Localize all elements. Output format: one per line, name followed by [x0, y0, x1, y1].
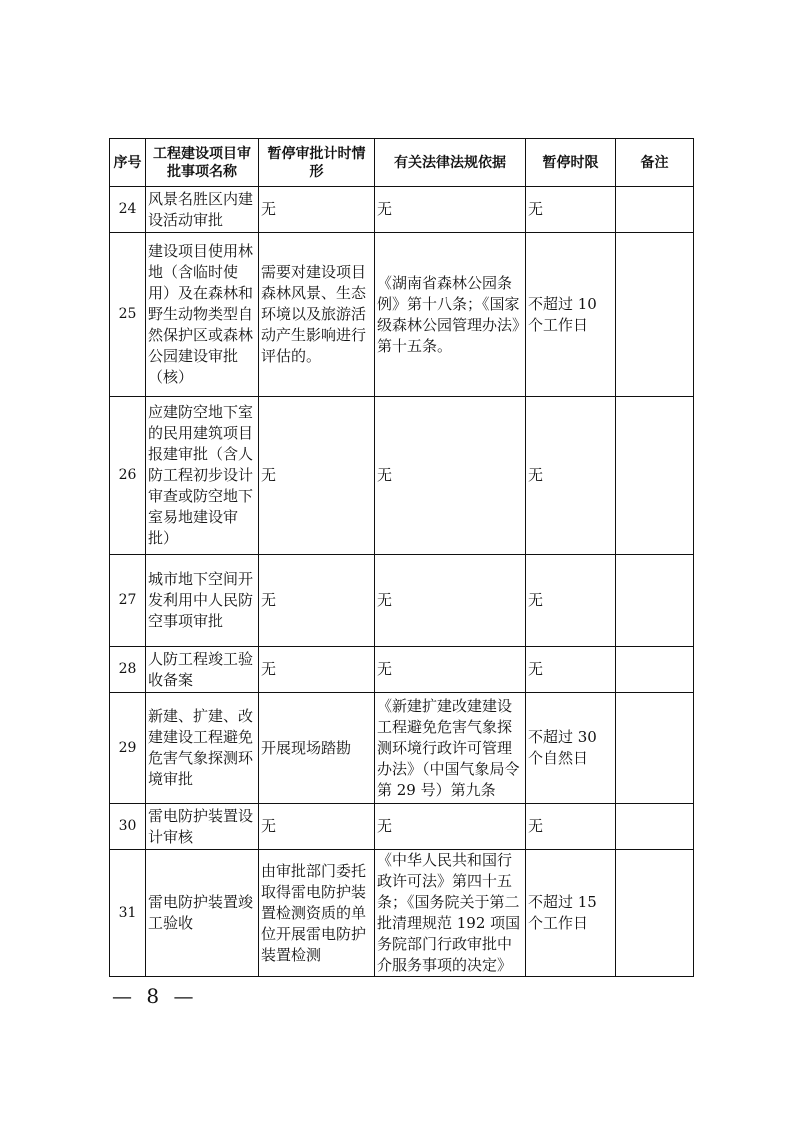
item-name: 城市地下空间开发利用中人民防空事项审批	[146, 555, 259, 647]
remark	[616, 555, 694, 647]
row-number: 31	[110, 850, 146, 977]
table-row	[110, 804, 694, 850]
approval-table	[109, 138, 694, 977]
header-cell-suspension-situation: 暂停审批计时情形	[259, 139, 375, 187]
row-number: 24	[110, 187, 146, 233]
suspension-situation: 需要对建设项目森林风景、生态环境以及旅游活动产生影响进行评估的。	[259, 233, 375, 397]
legal-basis: 无	[375, 397, 526, 555]
item-name: 雷电防护装置竣工验收	[146, 850, 259, 977]
table-header-row	[110, 139, 694, 187]
header-cell-no: 序号	[110, 139, 146, 187]
suspension-situation: 无	[259, 647, 375, 693]
table-row	[110, 850, 694, 977]
item-name: 新建、扩建、改建建设工程避免危害气象探测环境审批	[146, 693, 259, 804]
page-number: — 8 —	[112, 984, 198, 1008]
item-name: 雷电防护装置设计审核	[146, 804, 259, 850]
suspension-limit: 无	[526, 397, 616, 555]
row-number: 26	[110, 397, 146, 555]
table-row	[110, 233, 694, 397]
header-cell-item-name: 工程建设项目审批事项名称	[146, 139, 259, 187]
table-row	[110, 187, 694, 233]
remark	[616, 397, 694, 555]
table-row	[110, 397, 694, 555]
remark	[616, 233, 694, 397]
row-number: 25	[110, 233, 146, 397]
row-number: 27	[110, 555, 146, 647]
suspension-limit: 不超过 10 个工作日	[526, 233, 616, 397]
suspension-limit: 无	[526, 555, 616, 647]
suspension-situation: 开展现场踏勘	[259, 693, 375, 804]
item-name: 应建防空地下室的民用建筑项目报建审批（含人防工程初步设计审查或防空地下室易地建设审批）	[146, 397, 259, 555]
row-number: 28	[110, 647, 146, 693]
item-name: 人防工程竣工验收备案	[146, 647, 259, 693]
legal-basis: 无	[375, 187, 526, 233]
header-cell-remark: 备注	[616, 139, 694, 187]
legal-basis: 无	[375, 555, 526, 647]
suspension-limit: 无	[526, 187, 616, 233]
suspension-situation: 无	[259, 804, 375, 850]
table-row	[110, 693, 694, 804]
header-cell-legal-basis: 有关法律法规依据	[375, 139, 526, 187]
suspension-situation: 由审批部门委托取得雷电防护装置检测资质的单位开展雷电防护装置检测	[259, 850, 375, 977]
remark	[616, 187, 694, 233]
row-number: 29	[110, 693, 146, 804]
suspension-limit: 不超过 15 个工作日	[526, 850, 616, 977]
table-row	[110, 555, 694, 647]
legal-basis: 无	[375, 647, 526, 693]
item-name: 建设项目使用林地（含临时使用）及在森林和野生动物类型自然保护区或森林公园建设审批（核）	[146, 233, 259, 397]
suspension-limit: 无	[526, 647, 616, 693]
legal-basis: 无	[375, 804, 526, 850]
table-row	[110, 647, 694, 693]
suspension-limit: 不超过 30 个自然日	[526, 693, 616, 804]
remark	[616, 804, 694, 850]
legal-basis: 《新建扩建改建建设工程避免危害气象探测环境行政许可管理办法》（中国气象局令第 29 号）第九条	[375, 693, 526, 804]
suspension-limit: 无	[526, 804, 616, 850]
suspension-situation: 无	[259, 187, 375, 233]
row-number: 30	[110, 804, 146, 850]
legal-basis: 《中华人民共和国行政许可法》第四十五条；《国务院关于第二批清理规范 192 项国务院部门行政审批中介服务事项的决定》	[375, 850, 526, 977]
header-cell-suspension-limit: 暂停时限	[526, 139, 616, 187]
remark	[616, 647, 694, 693]
legal-basis: 《湖南省森林公园条例》第十八条；《国家级森林公园管理办法》第十五条。	[375, 233, 526, 397]
remark	[616, 693, 694, 804]
item-name: 风景名胜区内建设活动审批	[146, 187, 259, 233]
suspension-situation: 无	[259, 397, 375, 555]
suspension-situation: 无	[259, 555, 375, 647]
remark	[616, 850, 694, 977]
